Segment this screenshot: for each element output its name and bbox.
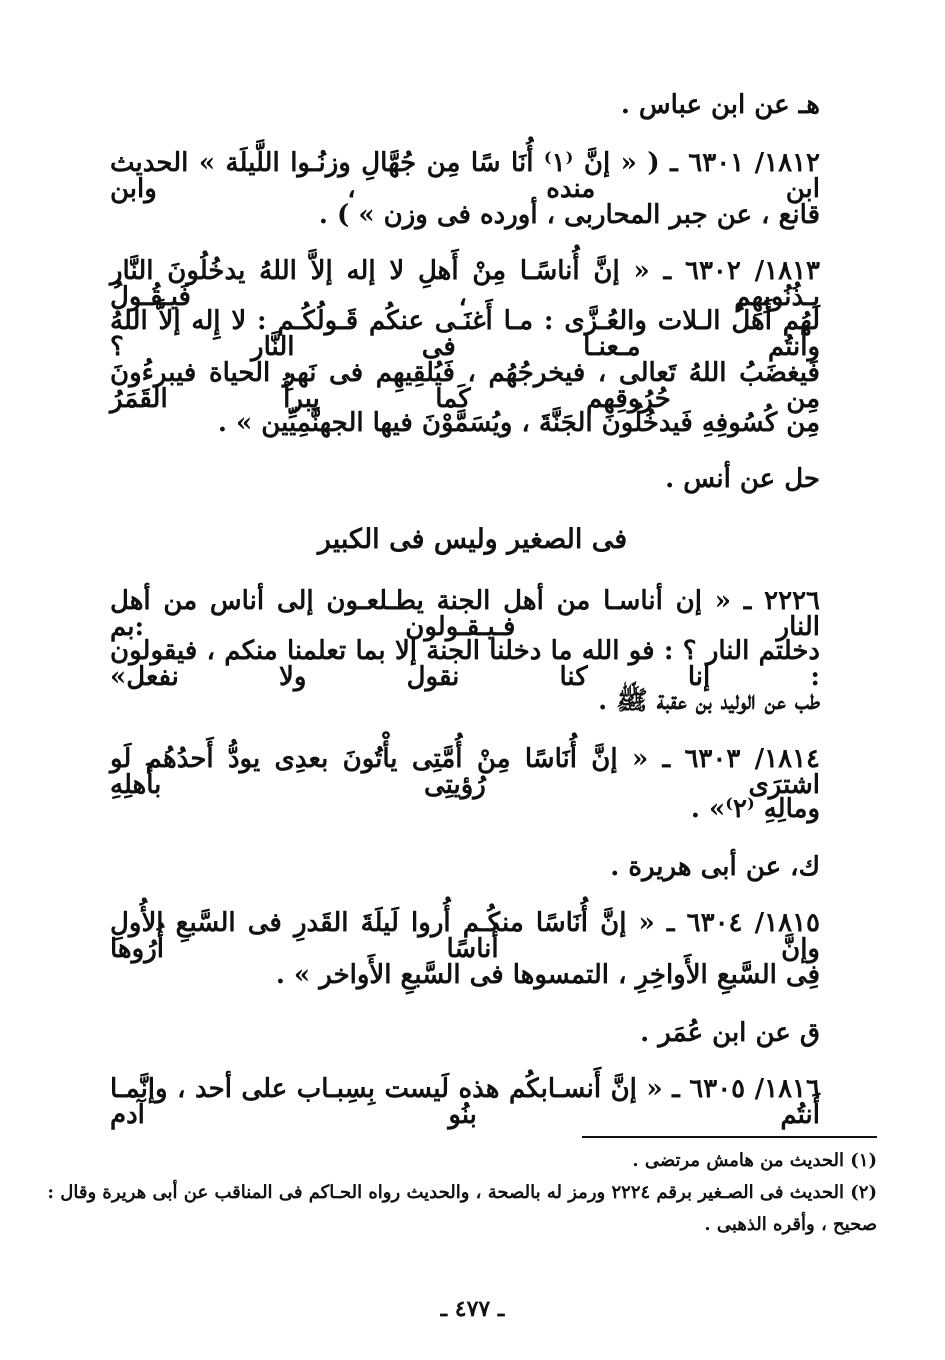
hadith-1813-line-3: فَيغضَبُ اللهُ تَعالى ، فيخرجُهُم ، فَيُلقِيهِم فى نَهرِ الحياة فيبرءُونَ مِن حُرُوقِهِم كَما يبرأُ القَمَرُ [110,358,820,414]
hadith-1814-line-2: ومالِهِ ⁽٢⁾» . [690,794,820,824]
hadith-1816-line-1: ١٨١٦/ ٦٣٠٥ ـ « إنَّ أَنسـابكُم هذه لَيست بِسِبـاب على أحد ، وإنَّمـا أَنتُم بنُو آدم [110,1074,820,1130]
hadith-1815-line-1: ١٨١٥/ ٦٣٠٤ ـ « إنَّ أُنَاسًا منكُـم أُروا لَيلَةَ القَدرِ فى السَّبعِ الأُولِ وإنَّ أُناسًا أُرُوها [110,908,820,964]
footnote-1: (١) الحديث من هامش مرتضى . [632,1150,877,1171]
hadith-1815-line-2: فِى السَّبعِ الأَواخِرِ ، التمسوها فى السَّبعِ الأَواخر » . [275,960,820,990]
footnote-separator [582,1136,877,1138]
hadith-1813-line-2: لَهُم أَهلُ الـلات والعُـزَّى : مـا أَغنَـى عنكُم قَـولُكُـم : لا إِله إلاَّ اللهُ وأَنتُم مـعنـا فى النَّار ؟ [110,306,820,362]
section-heading: فى الصغير وليس فى الكبير [317,524,628,555]
footnote-2-line-2: صحيح ، وأقره الذهبى . [704,1214,877,1235]
footnote-2-line-1: (٢) الحديث فى الصـغير برقم ٢٢٢٤ ورمز له بالصحة ، والحديث رواه الحـاكم فى المناقب عن أبى هريرة وقال : [47,1182,877,1203]
hadith-1813-line-1: ١٨١٣/ ٦٣٠٢ ـ « إنَّ أُناسًـا مِنْ أَهلِ لا إله إلاَّ اللهُ يدخُلُونَ النَّار بـذُنُوبِهِم ، فَيـقُـولُ [110,256,820,312]
text-line-1: هـ عن ابن عباس . [620,90,820,120]
page-number: ـ ٤٧٧ ـ [440,1296,505,1322]
hadith-2226-line-2: دخلتم النار ؟ : فو الله ما دخلنا الجنة إلا بما تعلمنا منكم ، فيقولون : إنا كنا نقول ولا نفعل» [110,636,820,692]
source-line-ibn-umar: ق عن ابن عُمَر . [640,1018,820,1048]
hadith-2226-line-1: ٢٢٢٦ ـ « إن أناسـا من أهل الجنة يطـلعـون إلى أناس من أهل النار فـيـقـولون :بم [110,586,820,642]
hadith-1812-line-2: قانع ، عن جبر المحاربى ، أورده فى وزن » ) . [318,200,820,230]
hadith-2226-line-3: طب عن الوليد بن عقبة ﷺ . [598,686,820,716]
source-line-anas: حل عن أنس . [665,464,820,494]
source-line-abu-hurayra: ك، عن أبى هريرة . [610,852,820,882]
hadith-1812-line-1: ١٨١٢/ ٦٣٠١ ـ ( « إنَّ ⁽١⁾ أُنَا سًا مِن جُهَّالِ وزنُـوا اللَّيلَة » الحديث ابن منده ، وابن [110,148,820,204]
hadith-1814-line-1: ١٨١٤/ ٦٣٠٣ ـ « إنَّ أُنَاسًا مِنْ أُمَّتِى يأْتُونَ بعدِى يودُّ أَحدُهُم لَو اشترَى رُؤيتِى بأَهلِهِ [110,744,820,800]
hadith-1813-line-4: مِن كُسُوفِهِ فَيدخُلُون الجَنَّةَ ، ويُسَمَّوْنَ فيها الجهنَّمِيِّين » . [217,408,820,438]
